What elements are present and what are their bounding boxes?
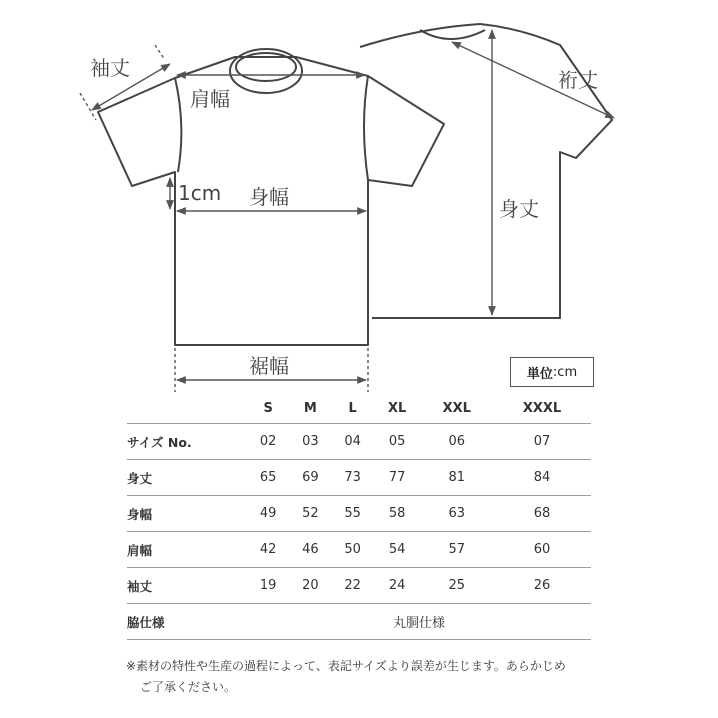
table-cell: 65 [247, 460, 289, 496]
table-cell: 52 [289, 496, 331, 532]
sleeve-length-label: 袖丈 [90, 56, 130, 80]
size-header-xxl: XXL [442, 400, 471, 416]
table-row-size-no [127, 424, 591, 460]
table-row-body-length [127, 460, 591, 496]
table-row-body-width [127, 496, 591, 532]
unit-box [510, 357, 594, 387]
table-row-sleeve-length [127, 568, 591, 604]
table-row-shoulder-width [127, 532, 591, 568]
table-cell: 68 [493, 496, 591, 532]
table-cell: 69 [289, 460, 331, 496]
table-cell: 46 [289, 532, 331, 568]
table-cell: 81 [421, 460, 493, 496]
body-width-label: 身幅 [249, 185, 289, 209]
table-cell: 20 [289, 568, 331, 604]
row-label: 肩幅 [127, 532, 247, 568]
size-header-l: L [348, 400, 357, 416]
row-label: 脇仕様 [127, 604, 247, 640]
table-cell: 19 [247, 568, 289, 604]
size-header-m: M [303, 400, 317, 416]
unit-value: cm [557, 364, 578, 380]
table-cell: 26 [493, 568, 591, 604]
hem-width-label: 裾幅 [249, 354, 289, 378]
body-length-label: 身丈 [499, 197, 539, 221]
header-blank-cell [127, 393, 247, 424]
note-line-2: ご了承ください。 [140, 680, 237, 694]
yuki-length-label: 裄丈 [558, 68, 598, 92]
row-label: 身丈 [127, 460, 247, 496]
table-cell: 55 [332, 496, 374, 532]
sleeve-tick-bottom [80, 93, 96, 120]
unit-separator: : [552, 364, 558, 380]
size-header-xxxl: XXXL [522, 400, 562, 416]
table-cell: 60 [493, 532, 591, 568]
row-label: 袖丈 [127, 568, 247, 604]
note-line-1: ※素材の特性や生産の過程によって、表記サイズより誤差が生じます。あらかじめ [126, 659, 566, 673]
table-cell: 25 [421, 568, 493, 604]
sleeve-tick-top [155, 45, 165, 60]
table-cell: 84 [493, 460, 591, 496]
size-header-row [127, 393, 591, 424]
size-table [127, 393, 591, 640]
table-cell: 57 [421, 532, 493, 568]
table-cell: 02 [247, 424, 289, 460]
size-header-s: S [263, 400, 273, 416]
table-row-side-spec [127, 604, 591, 640]
table-cell: 05 [374, 424, 421, 460]
table-cell: 24 [374, 568, 421, 604]
side-spec-value: 丸胴仕様 [247, 604, 591, 640]
table-cell: 63 [421, 496, 493, 532]
table-cell: 07 [493, 424, 591, 460]
one-cm-label: 1cm [178, 181, 222, 205]
table-cell: 58 [374, 496, 421, 532]
shoulder-width-label: 肩幅 [190, 87, 230, 111]
unit-label: 単位 [526, 366, 553, 382]
table-cell: 22 [332, 568, 374, 604]
table-cell: 73 [332, 460, 374, 496]
table-cell: 49 [247, 496, 289, 532]
table-cell: 04 [332, 424, 374, 460]
table-cell: 50 [332, 532, 374, 568]
table-cell: 03 [289, 424, 331, 460]
disclaimer-note [126, 656, 586, 698]
table-cell: 06 [421, 424, 493, 460]
table-cell: 77 [374, 460, 421, 496]
row-label: サイズ No. [127, 424, 247, 460]
size-header-xl: XL [388, 400, 407, 416]
table-cell: 54 [374, 532, 421, 568]
row-label: 身幅 [127, 496, 247, 532]
table-cell: 42 [247, 532, 289, 568]
